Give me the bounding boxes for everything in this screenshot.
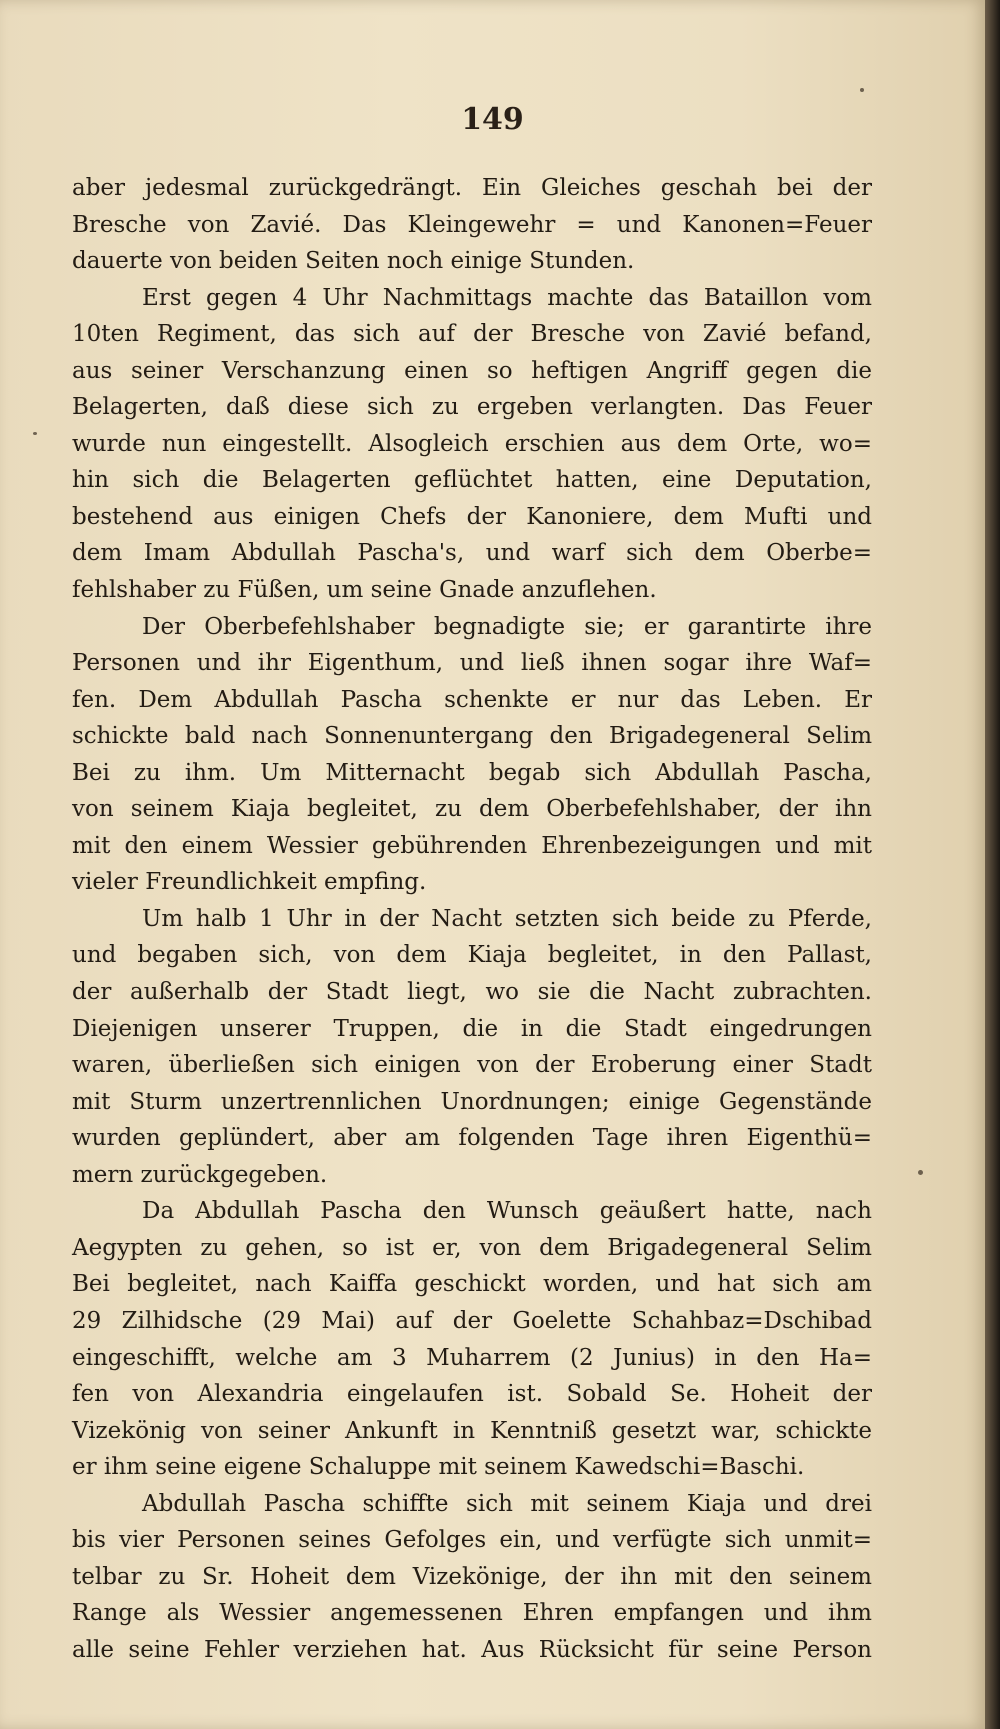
text-line: Erst gegen 4 Uhr Nachmittags machte das Bataillon vom: [142, 284, 872, 311]
text-line: fehlshaber zu Füßen, um seine Gnade anzuflehen.: [72, 577, 657, 604]
text-line: waren, überließen sich einigen von der Eroberung einer Stadt: [72, 1052, 872, 1079]
text-line: mit Sturm unzertrennlichen Unordnungen; einige Gegenstände: [72, 1088, 872, 1115]
text-line: wurden geplündert, aber am folgenden Tage ihren Eigenthü=: [72, 1125, 872, 1152]
text-line: mit den einem Wessier gebührenden Ehrenbezeigungen und mit: [72, 832, 872, 859]
text-line: telbar zu Sr. Hoheit dem Vizekönige, der ihn mit den seinem: [72, 1563, 872, 1590]
text-line: der außerhalb der Stadt liegt, wo sie die Nacht zubrachten.: [72, 979, 872, 1006]
text-line: fen von Alexandria eingelaufen ist. Sobald Se. Hoheit der: [72, 1381, 872, 1408]
text-line: Belagerten, daß diese sich zu ergeben verlangten. Das Feuer: [72, 394, 872, 421]
text-line: aber jedesmal zurückgedrängt. Ein Gleiches geschah bei der: [72, 175, 872, 201]
text-line: bis vier Personen seines Gefolges ein, und verfügte sich unmit=: [72, 1527, 872, 1554]
text-line: Bei begleitet, nach Kaiffa geschickt worden, und hat sich am: [72, 1271, 872, 1298]
text-line: Der Oberbefehlshaber begnadigte sie; er garantirte ihre: [142, 613, 872, 640]
text-line: Um halb 1 Uhr in der Nacht setzten sich beide zu Pferde,: [142, 905, 872, 932]
text-line: wurde nun eingestellt. Alsogleich erschien aus dem Orte, wo=: [72, 430, 872, 457]
ink-speck: [33, 432, 37, 435]
text-line: Vizekönig von seiner Ankunft in Kenntniß gesetzt war, schickte: [72, 1417, 872, 1444]
text-line: dem Imam Abdullah Pascha's, und warf sich dem Oberbe=: [72, 540, 872, 567]
text-line: Da Abdullah Pascha den Wunsch geäußert hatte, nach: [142, 1198, 872, 1225]
text-line: und begaben sich, von dem Kiaja begleitet, in den Pallast,: [72, 942, 872, 969]
text-line: eingeschifft, welche am 3 Muharrem (2 Junius) in den Ha=: [72, 1344, 872, 1371]
text-line: Bei zu ihm. Um Mitternacht begab sich Abdullah Pascha,: [72, 759, 872, 786]
text-line: von seinem Kiaja begleitet, zu dem Oberbefehlshaber, der ihn: [72, 796, 872, 823]
text-line: Aegypten zu gehen, so ist er, von dem Brigadegeneral Selim: [72, 1234, 872, 1261]
text-line: schickte bald nach Sonnenuntergang den Brigadegeneral Selim: [72, 723, 872, 750]
text-line: bestehend aus einigen Chefs der Kanoniere, dem Mufti und: [72, 503, 872, 530]
page-edge: [985, 0, 1000, 1729]
text-line: mern zurückgegeben.: [72, 1161, 328, 1188]
text-line: Personen und ihr Eigenthum, und ließ ihnen sogar ihre Waf=: [72, 650, 872, 677]
text-line: Diejenigen unserer Truppen, die in die Stadt eingedrungen: [72, 1015, 872, 1042]
text-line: aus seiner Verschanzung einen so heftigen Angriff gegen die: [72, 357, 872, 384]
text-line: Bresche von Zavié. Das Kleingewehr = und Kanonen=Feuer: [72, 211, 872, 238]
text-line: dauerte von beiden Seiten noch einige Stunden.: [72, 248, 635, 275]
text-line: 10ten Regiment, das sich auf der Bresche von Zavié befand,: [72, 321, 872, 348]
text-line: hin sich die Belagerten geflüchtet hatten, eine Deputation,: [72, 467, 872, 494]
text-line: alle seine Fehler verziehen hat. Aus Rücksicht für seine Person: [72, 1636, 872, 1663]
page-number: 149: [461, 102, 524, 137]
text-line: 29 Zilhidsche (29 Mai) auf der Goelette Schahbaz=Dschibad: [72, 1307, 872, 1334]
text-line: fen. Dem Abdullah Pascha schenkte er nur das Leben. Er: [72, 686, 872, 713]
text-line: er ihm seine eigene Schaluppe mit seinem Kawedschi=Baschi.: [72, 1454, 805, 1481]
ink-speck: [860, 88, 864, 92]
text-line: Range als Wessier angemessenen Ehren empfangen und ihm: [72, 1600, 872, 1627]
text-line: vieler Freundlichkeit empfing.: [72, 869, 427, 896]
text-line: Abdullah Pascha schiffte sich mit seinem Kiaja und drei: [142, 1490, 872, 1517]
ink-speck: [918, 1170, 923, 1175]
body-text: [72, 170, 872, 1668]
